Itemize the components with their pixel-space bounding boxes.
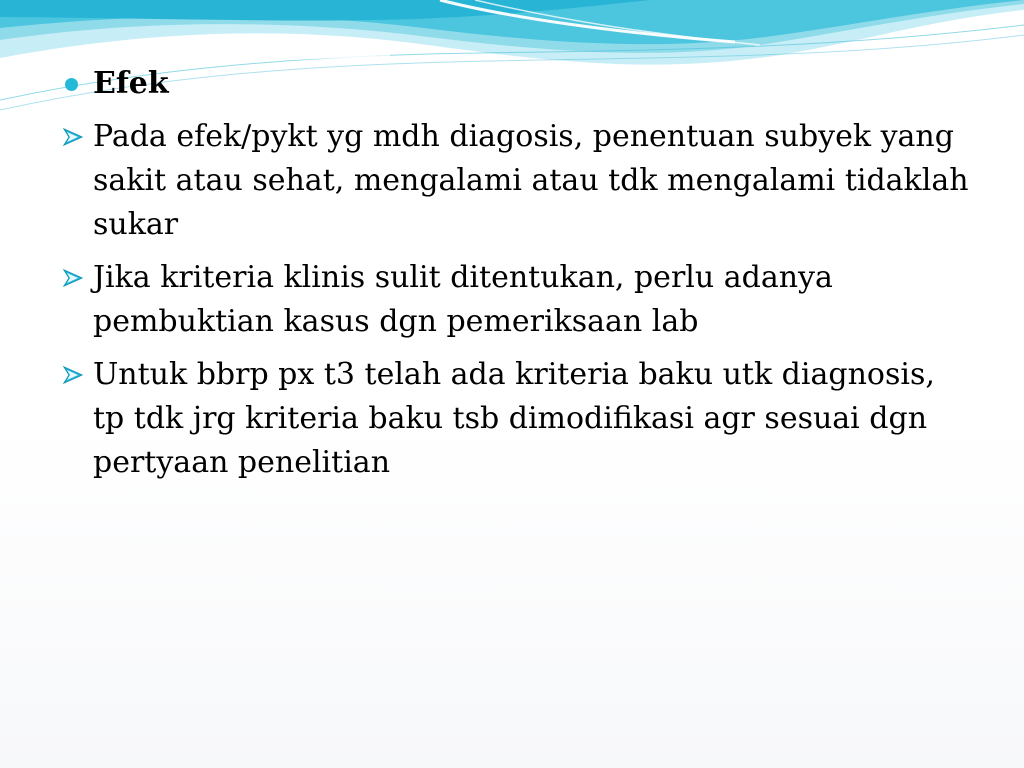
bullet-text: Pada efek/pykt yg mdh diagosis, penentuan subyek yang sakit atau sehat, mengalami atau tdk mengalami tidaklah sukar — [93, 119, 969, 242]
bullet-item-standard-criteria — [62, 353, 972, 485]
bullet-text: Efek — [93, 66, 169, 101]
arrow-bullet-icon — [62, 127, 84, 147]
bullet-item-diagnosis — [62, 115, 972, 247]
slide-content — [62, 62, 972, 485]
bullet-item-efek — [62, 62, 972, 106]
bullet-item-clinical-criteria — [62, 256, 972, 344]
arrow-bullet-icon — [62, 365, 84, 385]
dot-bullet-icon — [65, 78, 78, 91]
arrow-bullet-icon — [62, 268, 84, 288]
bullet-text: Untuk bbrp px t3 telah ada kriteria baku utk diagnosis, tp tdk jrg kriteria baku tsb dimodifikasi agr sesuai dgn pertyaan penelitian — [93, 357, 935, 480]
bullet-text: Jika kriteria klinis sulit ditentukan, perlu adanya pembuktian kasus dgn pemeriksaan lab — [93, 260, 833, 339]
